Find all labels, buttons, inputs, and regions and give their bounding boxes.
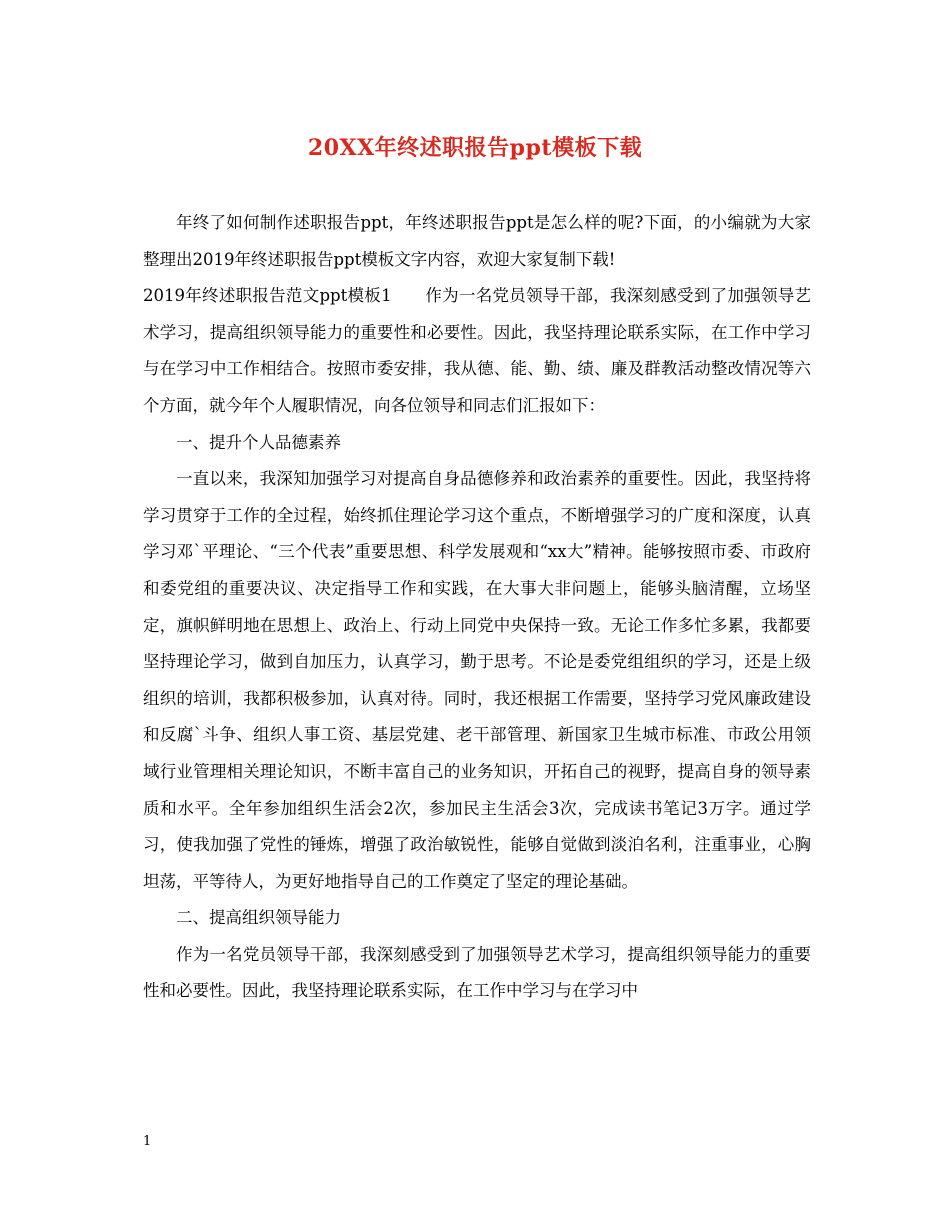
section-heading-1: 一、提升个人品德素养: [176, 432, 341, 452]
page-number: 1: [143, 1134, 152, 1149]
document-title: 20XX年终述职报告ppt模板下载: [307, 135, 643, 161]
intro-paragraph: 年终了如何制作述职报告ppt，年终述职报告ppt是怎么样的呢?下面，的小编就为大家整理出2019年终述职报告ppt模板文字内容，欢迎大家复制下载!: [143, 213, 811, 269]
section-heading-2: 二、提高组织领导能力: [176, 908, 341, 928]
section-body-1: 一直以来，我深知加强学习对提高自身品德修养和政治素养的重要性。因此，我坚持将学习贯穿于工作的全过程，始终抓住理论学习这个重点，不断增强学习的广度和深度，认真学习邓`平理论、“三个代表”重要思想、科学发展观和“xx大”精神。能够按照市委、市政府和委党组的重要决议、决定指导工作和实践，在大事大非问题上，能够头脑清醒，立场坚定，旗帜鲜明地在思想上、政治上、行动上同党中央保持一致。无论工作多忙多累，我都要坚持理论学习，做到自加压力，认真学习，勤于思考。不论是委党组组织的学习，还是上级组织的培训，我都积极参加，认真对待。同时，我还根据工作需要，坚持学习党风廉政建设和反腐`斗争、组织人事工资、基层党建、老干部管理、新国家卫生城市标准、市政公用领域行业管理相关理论知识，不断丰富自己的业务知识，开拓自己的视野，提高自身的领导素质和水平。全年参加组织生活会2次，参加民主生活会3次，完成读书笔记3万字。通过学习，使我加强了党性的锤炼，增强了政治敏锐性，能够自觉做到淡泊名利，注重事业，心胸坦荡，平等待人，为更好地指导自己的工作奠定了坚定的理论基础。: [143, 469, 811, 891]
sample-paragraph: 2019年终述职报告范文ppt模板1 作为一名党员领导干部，我深刻感受到了加强领导艺术学习，提高组织领导能力的重要性和必要性。因此，我坚持理论联系实际，在工作中学习与在学习中工作相结合。按照市委安排，我从德、能、勤、绩、廉及群教活动整改情况等六个方面，就今年个人履职情况，向各位领导和同志们汇报如下：: [143, 286, 811, 415]
document-body: [143, 205, 811, 1010]
section-body-2: 作为一名党员领导干部，我深刻感受到了加强领导艺术学习，提高组织领导能力的重要性和必要性。因此，我坚持理论联系实际，在工作中学习与在学习中: [143, 944, 811, 1001]
